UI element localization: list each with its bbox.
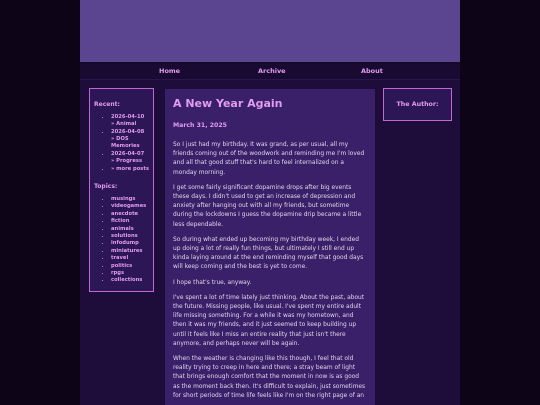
recent-heading: Recent: bbox=[94, 101, 120, 108]
topic-link[interactable]: • travel bbox=[111, 255, 149, 262]
header-banner bbox=[80, 0, 460, 64]
recent-post-link[interactable]: • 2026-04-08 » DOS Memories bbox=[111, 129, 149, 150]
topic-link[interactable]: • politics bbox=[111, 263, 149, 270]
page-container bbox=[80, 0, 460, 405]
topics-heading: Topics: bbox=[94, 183, 118, 190]
recent-posts-list bbox=[94, 114, 149, 173]
post-paragraph: When the weather is changing like this though, I feel that old reality trying to creep in here and there; a stray beam of light that brings enough comfort that the moment in now is as good as the moment back then. It's difficult to explain, just sometimes for short periods of time life feels like I'm on the right page of an bbox=[173, 356, 366, 399]
topic-link[interactable]: • solutions bbox=[111, 233, 149, 240]
post-title: A New Year Again bbox=[173, 97, 283, 110]
top-navigation bbox=[80, 64, 460, 80]
topic-link[interactable]: • miniatures bbox=[111, 248, 149, 255]
post-paragraph: I hope that's true, anyway. bbox=[173, 279, 252, 286]
topics-list bbox=[94, 196, 149, 285]
post-content bbox=[165, 89, 375, 405]
topic-link[interactable]: • fiction bbox=[111, 218, 149, 225]
post-paragraph: I've spent a lot of time lately just thinking. About the past, about the future. Missing people, like usual. I've spent my entire adult life missing something. For a while it was my hometown, and then it was my friends, and it just seemed to keep building up until it feels like I miss an entire reality that just isn't there anymore, and perhaps never will be again. bbox=[173, 294, 365, 347]
topic-link[interactable]: • videogames bbox=[111, 203, 149, 210]
topic-link[interactable]: • anecdote bbox=[111, 211, 149, 218]
post-date: March 31, 2025 bbox=[173, 122, 227, 129]
author-panel bbox=[383, 88, 452, 121]
topic-link[interactable]: • collections bbox=[111, 277, 149, 284]
post-paragraph: So I just had my birthday. It was grand, as per usual, all my friends coming out of the woodwork and reminding me I'm loved and all that good stuff that's hard to feel internalized on a monday morning. bbox=[173, 142, 365, 176]
topic-link[interactable]: • musings bbox=[111, 196, 149, 203]
topic-link[interactable]: • infodump bbox=[111, 240, 149, 247]
spacer bbox=[94, 174, 149, 180]
recent-post-link[interactable]: • 2026-04-10 » Animal bbox=[111, 114, 149, 128]
topic-link[interactable]: • animals bbox=[111, 226, 149, 233]
more-posts-link[interactable]: • » more posts bbox=[111, 166, 149, 173]
nav-link-archive[interactable]: Archive bbox=[258, 67, 286, 75]
author-heading: The Author: bbox=[396, 101, 439, 108]
topic-link[interactable]: • rpgs bbox=[111, 270, 149, 277]
post-paragraph: So during what ended up becoming my birthday week, I ended up doing a lot of really fun things, but ultimately I still end up kinda laying around at the end reminding myself that good days will keep coming and the best is yet to come. bbox=[173, 236, 364, 271]
nav-link-home[interactable]: Home bbox=[159, 67, 181, 75]
recent-post-link[interactable]: • 2026-04-07 » Progress bbox=[111, 151, 149, 165]
post-paragraph: I get some fairly significant dopamine drops after big events these days. I didn't used to get an increase of depression and anxiety after hanging out with all my friends, but sometime during the lockdowns I guess the dopamine drip became a little less dependable. bbox=[173, 184, 362, 228]
sidebar-panel bbox=[89, 88, 154, 292]
nav-link-about[interactable]: About bbox=[361, 67, 383, 75]
